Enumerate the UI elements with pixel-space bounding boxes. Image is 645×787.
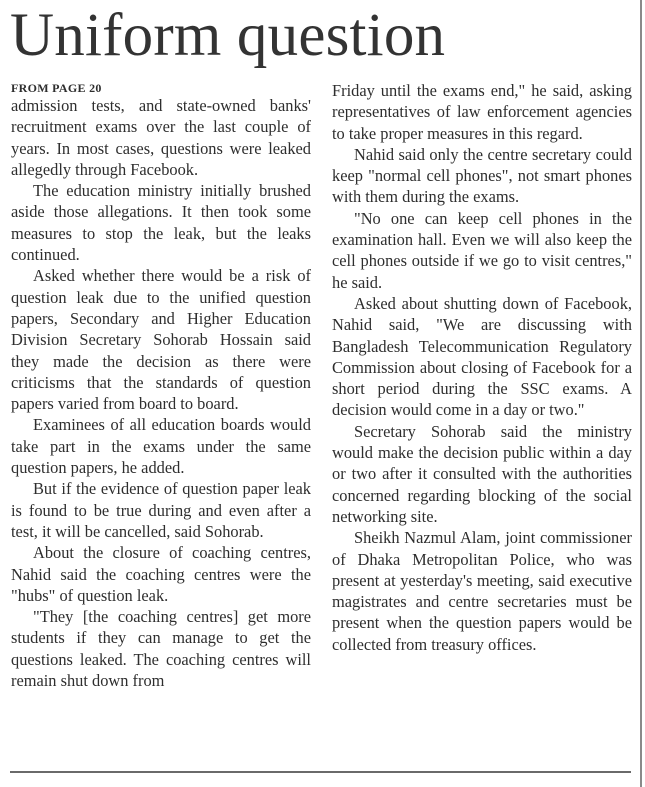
paragraph: But if the evidence of question paper leak is found to be true during and even after a test, it will be cancelled, said Sohorab. [11, 479, 311, 541]
paragraph: Nahid said only the centre secretary could keep "normal cell phones", not smart phones with them during the exams. [332, 144, 632, 207]
paragraph: About the closure of coaching centres, Nahid said the coaching centres were the "hubs" of question leak. [11, 543, 311, 605]
right-border-rule [640, 0, 642, 787]
right-column [332, 80, 632, 655]
headline: Uniform question [10, 2, 446, 69]
paragraph: "No one can keep cell phones in the examination hall. Even we will also keep the cell phones outside if we go to visit centres," he said. [332, 208, 632, 292]
left-column [11, 80, 311, 691]
paragraph: Sheikh Nazmul Alam, joint commissioner of Dhaka Metropolitan Police, who was present at yesterday's meeting, said executive magistrates and centre secretaries must be present when the question papers would be collected from treasury offices. [332, 528, 632, 654]
paragraph: The education ministry initially brushed aside those allegations. It then took some measures to stop the leak, but the leaks continued. [11, 181, 311, 265]
paragraph: Secretary Sohorab said the ministry would make the decision public within a day or two after it consulted with the authorities concerned regarding blocking of the social networking site. [332, 421, 632, 526]
bottom-divider-rule [10, 771, 631, 773]
paragraph: Examinees of all education boards would take part in the exams under the same question papers, he added. [11, 415, 311, 478]
paragraph: Asked whether there would be a risk of question leak due to the unified question papers, Secondary and Higher Education Division Secretary Sohorab Hossain said they made the decision as there were criticisms that the standards of question papers varied from board to board. [11, 266, 311, 414]
paragraph: Asked about shutting down of Facebook, Nahid said, "We are discussing with Bangladesh Telecommunication Regulatory Commission about closing of Facebook for a short period during the SSC exams. A decision would come in a day or two." [332, 293, 632, 420]
paragraph: Friday until the exams end," he said, asking representatives of law enforcement agencies to take proper measures in this regard. [332, 81, 632, 143]
paragraph: "They [the coaching centres] get more students if they can manage to get the questions leaked. The coaching centres will remain shut down from [11, 607, 311, 691]
continued-from-label: FROM PAGE 20 [11, 81, 102, 95]
paragraph: admission tests, and state-owned banks' recruitment exams over the last couple of years. In most cases, questions were leaked allegedly through Facebook. [11, 96, 311, 179]
